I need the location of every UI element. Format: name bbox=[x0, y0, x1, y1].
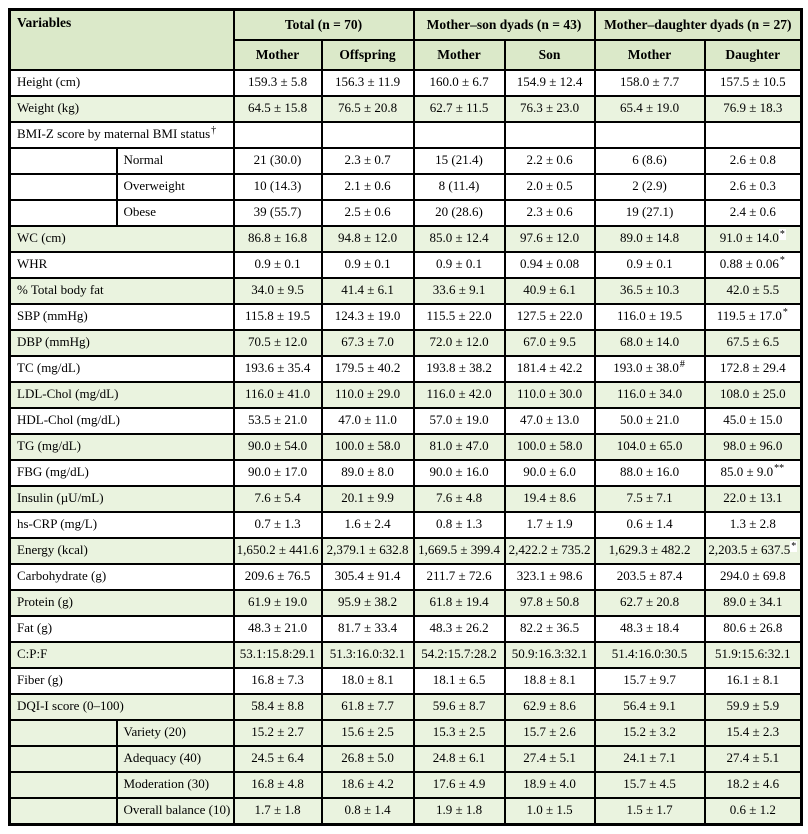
data-cell: 15.7 ± 9.7 bbox=[595, 668, 705, 694]
data-cell: 1,629.3 ± 482.2 bbox=[595, 538, 705, 564]
row-label bbox=[10, 486, 234, 512]
group-header-mother-son: Mother–son dyads (n = 43) bbox=[414, 10, 595, 40]
cell-value: 119.5 ± 17.0 bbox=[716, 308, 782, 324]
table-row bbox=[10, 174, 802, 200]
row-label bbox=[117, 720, 234, 746]
cell-value: 91.0 ± 14.0 bbox=[719, 230, 779, 246]
data-cell bbox=[705, 226, 802, 252]
row-label bbox=[117, 148, 234, 174]
data-cell: 115.8 ± 19.5 bbox=[234, 304, 322, 330]
data-cell: 86.8 ± 16.8 bbox=[234, 226, 322, 252]
data-cell: 0.9 ± 0.1 bbox=[234, 252, 322, 278]
data-cell: 19 (27.1) bbox=[595, 200, 705, 226]
data-cell: 20 (28.6) bbox=[414, 200, 505, 226]
data-cell: 209.6 ± 76.5 bbox=[234, 564, 322, 590]
data-cell: 62.9 ± 8.6 bbox=[505, 694, 595, 720]
data-cell: 0.8 ± 1.4 bbox=[322, 798, 414, 825]
cell-value: 0.88 ± 0.06 bbox=[719, 256, 779, 272]
significance-marker: * bbox=[782, 306, 788, 318]
data-cell: 47.0 ± 11.0 bbox=[322, 408, 414, 434]
data-cell: 2.3 ± 0.6 bbox=[505, 200, 595, 226]
data-cell: 51.3:16.0:32.1 bbox=[322, 642, 414, 668]
data-cell: 294.0 ± 69.8 bbox=[705, 564, 802, 590]
col-header-md-daughter: Daughter bbox=[705, 40, 802, 70]
table-row bbox=[10, 122, 802, 148]
data-cell: 81.0 ± 47.0 bbox=[414, 434, 505, 460]
data-cell: 24.8 ± 6.1 bbox=[414, 746, 505, 772]
table-row bbox=[10, 772, 802, 798]
data-cell: 76.3 ± 23.0 bbox=[505, 96, 595, 122]
data-cell: 76.9 ± 18.3 bbox=[705, 96, 802, 122]
data-cell: 41.4 ± 6.1 bbox=[322, 278, 414, 304]
data-cell: 1.7 ± 1.8 bbox=[234, 798, 322, 825]
row-label bbox=[10, 538, 234, 564]
data-cell: 2.2 ± 0.6 bbox=[505, 148, 595, 174]
data-cell: 45.0 ± 15.0 bbox=[705, 408, 802, 434]
data-cell: 94.8 ± 12.0 bbox=[322, 226, 414, 252]
row-indent-cell bbox=[10, 746, 117, 772]
table-row bbox=[10, 278, 802, 304]
table-row bbox=[10, 382, 802, 408]
data-cell: 89.0 ± 8.0 bbox=[322, 460, 414, 486]
data-cell: 2,379.1 ± 632.8 bbox=[322, 538, 414, 564]
data-cell: 47.0 ± 13.0 bbox=[505, 408, 595, 434]
table-row bbox=[10, 434, 802, 460]
row-label bbox=[10, 252, 234, 278]
data-cell: 89.0 ± 34.1 bbox=[705, 590, 802, 616]
row-indent-cell bbox=[10, 720, 117, 746]
data-cell: 76.5 ± 20.8 bbox=[322, 96, 414, 122]
data-cell: 7.6 ± 5.4 bbox=[234, 486, 322, 512]
row-label bbox=[10, 122, 234, 148]
data-cell: 59.9 ± 5.9 bbox=[705, 694, 802, 720]
row-label bbox=[10, 330, 234, 356]
col-header-md-mother: Mother bbox=[595, 40, 705, 70]
row-label bbox=[10, 278, 234, 304]
table-row bbox=[10, 148, 802, 174]
row-label bbox=[10, 304, 234, 330]
data-cell: 62.7 ± 11.5 bbox=[414, 96, 505, 122]
row-indent-cell bbox=[10, 798, 117, 825]
row-label bbox=[117, 200, 234, 226]
data-cell: 108.0 ± 25.0 bbox=[705, 382, 802, 408]
row-label-text: FBG (mg/dL) bbox=[17, 464, 89, 480]
data-cell: 2 (2.9) bbox=[595, 174, 705, 200]
row-label-text: Variety (20) bbox=[123, 724, 186, 740]
data-cell: 95.9 ± 38.2 bbox=[322, 590, 414, 616]
row-label bbox=[10, 460, 234, 486]
table-row bbox=[10, 512, 802, 538]
data-cell: 24.1 ± 7.1 bbox=[595, 746, 705, 772]
table-row bbox=[10, 408, 802, 434]
table-row bbox=[10, 564, 802, 590]
data-cell: 58.4 ± 8.8 bbox=[234, 694, 322, 720]
data-cell: 323.1 ± 98.6 bbox=[505, 564, 595, 590]
data-cell: 80.6 ± 26.8 bbox=[705, 616, 802, 642]
data-cell: 156.3 ± 11.9 bbox=[322, 70, 414, 96]
data-cell: 22.0 ± 13.1 bbox=[705, 486, 802, 512]
data-cell: 18.2 ± 4.6 bbox=[705, 772, 802, 798]
data-cell: 15.4 ± 2.3 bbox=[705, 720, 802, 746]
data-cell: 2.4 ± 0.6 bbox=[705, 200, 802, 226]
data-cell: 181.4 ± 42.2 bbox=[505, 356, 595, 382]
col-header-ms-mother: Mother bbox=[414, 40, 505, 70]
table-row bbox=[10, 694, 802, 720]
data-cell bbox=[705, 538, 802, 564]
data-cell: 27.4 ± 5.1 bbox=[505, 746, 595, 772]
data-cell: 2.5 ± 0.6 bbox=[322, 200, 414, 226]
data-cell: 0.6 ± 1.4 bbox=[595, 512, 705, 538]
data-cell: 33.6 ± 9.1 bbox=[414, 278, 505, 304]
row-label-text: Overweight bbox=[123, 178, 185, 194]
data-cell: 0.6 ± 1.2 bbox=[705, 798, 802, 825]
data-cell: 24.5 ± 6.4 bbox=[234, 746, 322, 772]
row-label-text: Obese bbox=[123, 204, 156, 220]
data-cell: 16.8 ± 4.8 bbox=[234, 772, 322, 798]
table-row bbox=[10, 798, 802, 825]
row-indent-cell bbox=[10, 200, 117, 226]
table-row bbox=[10, 356, 802, 382]
data-cell: 160.0 ± 6.7 bbox=[414, 70, 505, 96]
data-cell: 17.6 ± 4.9 bbox=[414, 772, 505, 798]
row-label-text: Overall balance (10) bbox=[123, 802, 231, 818]
row-label bbox=[10, 642, 234, 668]
table-row bbox=[10, 96, 802, 122]
row-label bbox=[10, 408, 234, 434]
row-label-text: SBP (mmHg) bbox=[17, 308, 88, 324]
data-cell: 62.7 ± 20.8 bbox=[595, 590, 705, 616]
data-cell: 36.5 ± 10.3 bbox=[595, 278, 705, 304]
data-cell: 57.0 ± 19.0 bbox=[414, 408, 505, 434]
data-cell: 72.0 ± 12.0 bbox=[414, 330, 505, 356]
data-cell: 193.6 ± 35.4 bbox=[234, 356, 322, 382]
row-label bbox=[117, 772, 234, 798]
significance-marker: * bbox=[791, 540, 797, 552]
data-cell: 116.0 ± 19.5 bbox=[595, 304, 705, 330]
data-cell bbox=[595, 122, 705, 148]
data-cell: 90.0 ± 54.0 bbox=[234, 434, 322, 460]
row-label-text: TG (mg/dL) bbox=[17, 438, 81, 454]
col-header-ms-son: Son bbox=[505, 40, 595, 70]
cell-value: 193.0 ± 38.0 bbox=[613, 360, 679, 376]
row-label-text: Height (cm) bbox=[17, 74, 81, 90]
data-cell: 100.0 ± 58.0 bbox=[322, 434, 414, 460]
table-row bbox=[10, 668, 802, 694]
significance-marker: # bbox=[679, 358, 685, 370]
data-cell bbox=[414, 122, 505, 148]
row-label bbox=[10, 616, 234, 642]
row-label-text: Protein (g) bbox=[17, 594, 73, 610]
data-cell: 193.8 ± 38.2 bbox=[414, 356, 505, 382]
significance-marker: ** bbox=[774, 462, 785, 474]
row-label-text: LDL-Chol (mg/dL) bbox=[17, 386, 119, 402]
data-cell bbox=[595, 356, 705, 382]
table-row bbox=[10, 746, 802, 772]
row-label bbox=[10, 382, 234, 408]
data-cell: 2.3 ± 0.7 bbox=[322, 148, 414, 174]
table-row bbox=[10, 590, 802, 616]
data-cell bbox=[322, 122, 414, 148]
table-row bbox=[10, 200, 802, 226]
data-cell: 0.8 ± 1.3 bbox=[414, 512, 505, 538]
data-cell: 1.3 ± 2.8 bbox=[705, 512, 802, 538]
data-cell: 64.5 ± 15.8 bbox=[234, 96, 322, 122]
data-cell: 1,669.5 ± 399.4 bbox=[414, 538, 505, 564]
row-label-text: HDL-Chol (mg/dL) bbox=[17, 412, 120, 428]
data-cell: 89.0 ± 14.8 bbox=[595, 226, 705, 252]
data-cell: 179.5 ± 40.2 bbox=[322, 356, 414, 382]
row-label bbox=[10, 226, 234, 252]
footnote-marker: † bbox=[211, 124, 217, 136]
cell-value: 2,203.5 ± 637.5 bbox=[708, 542, 791, 558]
data-cell: 2,422.2 ± 735.2 bbox=[505, 538, 595, 564]
data-cell: 154.9 ± 12.4 bbox=[505, 70, 595, 96]
data-cell: 10 (14.3) bbox=[234, 174, 322, 200]
table-row bbox=[10, 616, 802, 642]
data-cell: 18.1 ± 6.5 bbox=[414, 668, 505, 694]
row-label bbox=[10, 96, 234, 122]
data-cell: 51.9:15.6:32.1 bbox=[705, 642, 802, 668]
characteristics-table bbox=[8, 8, 803, 826]
row-label bbox=[117, 174, 234, 200]
data-cell: 61.8 ± 19.4 bbox=[414, 590, 505, 616]
row-label-text: DBP (mmHg) bbox=[17, 334, 90, 350]
data-cell: 39 (55.7) bbox=[234, 200, 322, 226]
data-cell bbox=[705, 304, 802, 330]
table-row bbox=[10, 642, 802, 668]
data-cell: 67.5 ± 6.5 bbox=[705, 330, 802, 356]
row-label-text: Normal bbox=[123, 152, 164, 168]
data-cell: 1.6 ± 2.4 bbox=[322, 512, 414, 538]
row-label bbox=[10, 434, 234, 460]
data-cell: 53.1:15.8:29.1 bbox=[234, 642, 322, 668]
data-cell: 7.5 ± 7.1 bbox=[595, 486, 705, 512]
data-cell: 116.0 ± 42.0 bbox=[414, 382, 505, 408]
data-cell: 15 (21.4) bbox=[414, 148, 505, 174]
data-cell: 20.1 ± 9.9 bbox=[322, 486, 414, 512]
row-label-text: % Total body fat bbox=[17, 282, 104, 298]
table-row bbox=[10, 720, 802, 746]
data-cell: 157.5 ± 10.5 bbox=[705, 70, 802, 96]
data-cell: 61.9 ± 19.0 bbox=[234, 590, 322, 616]
data-cell: 2.6 ± 0.3 bbox=[705, 174, 802, 200]
row-label-text: WC (cm) bbox=[17, 230, 66, 246]
table-row bbox=[10, 330, 802, 356]
row-label-text: Carbohydrate (g) bbox=[17, 568, 107, 584]
table-row bbox=[10, 70, 802, 96]
table-row bbox=[10, 486, 802, 512]
table-body bbox=[10, 70, 802, 825]
data-cell: 88.0 ± 16.0 bbox=[595, 460, 705, 486]
data-cell: 67.0 ± 9.5 bbox=[505, 330, 595, 356]
row-label-text: TC (mg/dL) bbox=[17, 360, 81, 376]
row-label-text: Moderation (30) bbox=[123, 776, 210, 792]
table-row bbox=[10, 304, 802, 330]
row-label-text: Weight (kg) bbox=[17, 100, 80, 116]
row-indent-cell bbox=[10, 174, 117, 200]
data-cell: 0.7 ± 1.3 bbox=[234, 512, 322, 538]
col-header-total-mother: Mother bbox=[234, 40, 322, 70]
table-row bbox=[10, 252, 802, 278]
data-cell: 15.7 ± 4.5 bbox=[595, 772, 705, 798]
data-cell: 70.5 ± 12.0 bbox=[234, 330, 322, 356]
data-cell bbox=[505, 122, 595, 148]
data-cell: 81.7 ± 33.4 bbox=[322, 616, 414, 642]
row-label-text: Adequacy (40) bbox=[123, 750, 202, 766]
data-cell: 110.0 ± 30.0 bbox=[505, 382, 595, 408]
data-cell: 40.9 ± 6.1 bbox=[505, 278, 595, 304]
row-label-text: Energy (kcal) bbox=[17, 542, 88, 558]
table-row bbox=[10, 538, 802, 564]
data-cell: 110.0 ± 29.0 bbox=[322, 382, 414, 408]
row-label bbox=[117, 746, 234, 772]
col-header-variables: Variables bbox=[10, 10, 234, 70]
row-label bbox=[10, 668, 234, 694]
cell-value: 85.0 ± 9.0 bbox=[720, 464, 774, 480]
col-header-total-offspring: Offspring bbox=[322, 40, 414, 70]
data-cell: 42.0 ± 5.5 bbox=[705, 278, 802, 304]
data-cell: 50.9:16.3:32.1 bbox=[505, 642, 595, 668]
data-cell: 0.9 ± 0.1 bbox=[595, 252, 705, 278]
data-cell: 15.2 ± 3.2 bbox=[595, 720, 705, 746]
data-cell: 1.7 ± 1.9 bbox=[505, 512, 595, 538]
data-cell: 7.6 ± 4.8 bbox=[414, 486, 505, 512]
data-cell: 85.0 ± 12.4 bbox=[414, 226, 505, 252]
data-cell: 18.6 ± 4.2 bbox=[322, 772, 414, 798]
data-cell: 61.8 ± 7.7 bbox=[322, 694, 414, 720]
table-row bbox=[10, 460, 802, 486]
data-cell: 116.0 ± 34.0 bbox=[595, 382, 705, 408]
data-cell: 0.9 ± 0.1 bbox=[322, 252, 414, 278]
data-cell: 98.0 ± 96.0 bbox=[705, 434, 802, 460]
data-cell: 2.6 ± 0.8 bbox=[705, 148, 802, 174]
data-cell: 27.4 ± 5.1 bbox=[705, 746, 802, 772]
data-cell: 2.0 ± 0.5 bbox=[505, 174, 595, 200]
group-header-row bbox=[10, 10, 802, 40]
row-label bbox=[10, 564, 234, 590]
data-cell: 115.5 ± 22.0 bbox=[414, 304, 505, 330]
data-cell: 51.4:16.0:30.5 bbox=[595, 642, 705, 668]
data-cell: 15.6 ± 2.5 bbox=[322, 720, 414, 746]
data-cell: 1.9 ± 1.8 bbox=[414, 798, 505, 825]
data-cell: 34.0 ± 9.5 bbox=[234, 278, 322, 304]
data-cell: 53.5 ± 21.0 bbox=[234, 408, 322, 434]
data-cell: 15.3 ± 2.5 bbox=[414, 720, 505, 746]
data-cell: 16.1 ± 8.1 bbox=[705, 668, 802, 694]
data-cell: 59.6 ± 8.7 bbox=[414, 694, 505, 720]
data-cell: 127.5 ± 22.0 bbox=[505, 304, 595, 330]
data-cell: 0.9 ± 0.1 bbox=[414, 252, 505, 278]
row-label-text: WHR bbox=[17, 256, 48, 272]
data-cell: 172.8 ± 29.4 bbox=[705, 356, 802, 382]
data-cell: 18.9 ± 4.0 bbox=[505, 772, 595, 798]
data-cell: 56.4 ± 9.1 bbox=[595, 694, 705, 720]
row-label-text: Fat (g) bbox=[17, 620, 53, 636]
data-cell: 305.4 ± 91.4 bbox=[322, 564, 414, 590]
data-cell: 6 (8.6) bbox=[595, 148, 705, 174]
row-label bbox=[10, 694, 234, 720]
data-cell: 54.2:15.7:28.2 bbox=[414, 642, 505, 668]
data-cell: 2.1 ± 0.6 bbox=[322, 174, 414, 200]
group-header-total: Total (n = 70) bbox=[234, 10, 414, 40]
data-cell: 100.0 ± 58.0 bbox=[505, 434, 595, 460]
row-label bbox=[10, 590, 234, 616]
data-cell: 211.7 ± 72.6 bbox=[414, 564, 505, 590]
table-row bbox=[10, 226, 802, 252]
data-cell: 48.3 ± 26.2 bbox=[414, 616, 505, 642]
data-cell bbox=[234, 122, 322, 148]
data-cell: 104.0 ± 65.0 bbox=[595, 434, 705, 460]
data-cell: 21 (30.0) bbox=[234, 148, 322, 174]
data-cell: 65.4 ± 19.0 bbox=[595, 96, 705, 122]
data-cell: 48.3 ± 21.0 bbox=[234, 616, 322, 642]
row-label bbox=[10, 512, 234, 538]
row-label bbox=[10, 70, 234, 96]
row-indent-cell bbox=[10, 772, 117, 798]
significance-marker: * bbox=[779, 254, 785, 266]
data-cell: 68.0 ± 14.0 bbox=[595, 330, 705, 356]
row-label bbox=[10, 356, 234, 382]
data-cell: 15.7 ± 2.6 bbox=[505, 720, 595, 746]
data-cell: 15.2 ± 2.7 bbox=[234, 720, 322, 746]
data-cell: 67.3 ± 7.0 bbox=[322, 330, 414, 356]
data-cell: 116.0 ± 41.0 bbox=[234, 382, 322, 408]
row-label bbox=[117, 798, 234, 825]
data-cell: 48.3 ± 18.4 bbox=[595, 616, 705, 642]
data-cell bbox=[705, 122, 802, 148]
data-cell: 19.4 ± 8.6 bbox=[505, 486, 595, 512]
data-cell: 0.94 ± 0.08 bbox=[505, 252, 595, 278]
data-cell: 16.8 ± 7.3 bbox=[234, 668, 322, 694]
data-cell: 97.8 ± 50.8 bbox=[505, 590, 595, 616]
data-cell: 26.8 ± 5.0 bbox=[322, 746, 414, 772]
table-header bbox=[10, 10, 802, 70]
data-cell bbox=[705, 460, 802, 486]
data-cell: 50.0 ± 21.0 bbox=[595, 408, 705, 434]
row-label-text: C:P:F bbox=[17, 646, 48, 662]
data-cell: 1,650.2 ± 441.6 bbox=[234, 538, 322, 564]
data-cell: 90.0 ± 6.0 bbox=[505, 460, 595, 486]
row-label-text: hs-CRP (mg/L) bbox=[17, 516, 98, 532]
data-cell: 18.8 ± 8.1 bbox=[505, 668, 595, 694]
data-cell: 124.3 ± 19.0 bbox=[322, 304, 414, 330]
data-cell: 90.0 ± 17.0 bbox=[234, 460, 322, 486]
group-header-mother-daughter: Mother–daughter dyads (n = 27) bbox=[595, 10, 802, 40]
row-label-text: BMI-Z score by maternal BMI status bbox=[17, 126, 211, 142]
row-label-text: DQI-I score (0–100) bbox=[17, 698, 124, 714]
data-cell: 18.0 ± 8.1 bbox=[322, 668, 414, 694]
row-label-text: Fiber (g) bbox=[17, 672, 63, 688]
row-label-text: Insulin (µU/mL) bbox=[17, 490, 104, 506]
data-cell: 203.5 ± 87.4 bbox=[595, 564, 705, 590]
data-cell: 158.0 ± 7.7 bbox=[595, 70, 705, 96]
data-cell bbox=[705, 252, 802, 278]
significance-marker: * bbox=[779, 228, 785, 240]
data-cell: 1.5 ± 1.7 bbox=[595, 798, 705, 825]
data-cell: 8 (11.4) bbox=[414, 174, 505, 200]
data-cell: 1.0 ± 1.5 bbox=[505, 798, 595, 825]
row-indent-cell bbox=[10, 148, 117, 174]
data-cell: 82.2 ± 36.5 bbox=[505, 616, 595, 642]
data-cell: 97.6 ± 12.0 bbox=[505, 226, 595, 252]
data-cell: 90.0 ± 16.0 bbox=[414, 460, 505, 486]
data-cell: 159.3 ± 5.8 bbox=[234, 70, 322, 96]
